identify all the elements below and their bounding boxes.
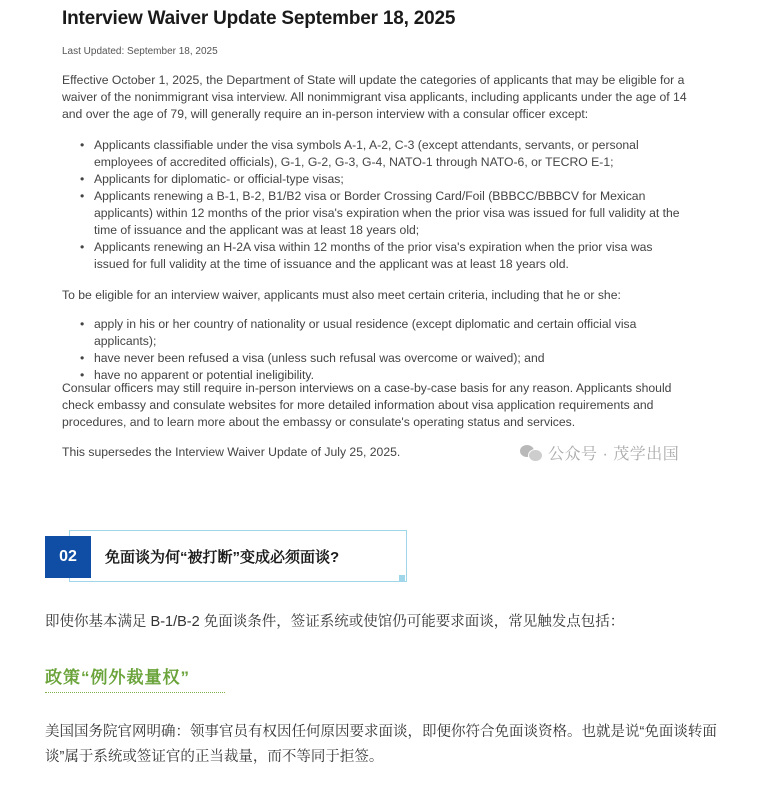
list-item: • Applicants renewing an H-2A visa within 12 months of the prior visa's expiration when the prior visa was issued for full validity at the time of issuance and the applicant was at least 18 years old. xyxy=(62,239,682,273)
section-number: 02 xyxy=(45,536,91,578)
list-item: • have no apparent or potential ineligibility. xyxy=(62,367,682,384)
criteria-intro: To be eligible for an interview waiver, applicants must also meet certain criteria, including that he or she: xyxy=(62,288,621,302)
watermark xyxy=(520,441,679,464)
subheading-underline xyxy=(45,692,225,693)
section-title: 免面谈为何“被打断”变成必须面谈? xyxy=(105,549,340,566)
exceptions-list xyxy=(62,137,682,273)
notice-intro: Effective October 1, 2025, the Department of State will update the categories of applicants that may be eligible for a waiver of the nonimmigrant visa interview. All nonimmigrant visa applicants, including applicants under the age of 14 and over the age of 79, will generally require an in-person interview with a consular officer except: xyxy=(62,73,687,121)
list-item: • have never been refused a visa (unless such refusal was overcome or waived); and xyxy=(62,350,682,367)
body-paragraph: 美国国务院官网明确：领事官员有权因任何原因要求面谈，即便你符合免面谈资格。也就是说“免面谈转面谈”属于系统或签证官的正当裁量，而不等同于拒签。 xyxy=(45,724,717,765)
list-item: • Applicants renewing a B-1, B-2, B1/B2 visa or Border Crossing Card/Foil (BBBCC/BBBCV for Mexican applicants) within 12 months of the prior visa's expiration when the prior visa was issued for full validity at the time of issuance and the applicant was at least 18 years old; xyxy=(62,188,682,239)
last-updated: Last Updated: September 18, 2025 xyxy=(62,46,218,57)
frame-corner xyxy=(399,575,405,581)
supersedes-note: This supersedes the Interview Waiver Update of July 25, 2025. xyxy=(62,445,401,459)
lead-paragraph: 即使你基本满足 B-1/B-2 免面谈条件，签证系统或使馆仍可能要求面谈，常见触发点包括： xyxy=(45,614,625,630)
policy-subheading: 政策“例外裁量权” xyxy=(45,668,190,687)
notice-closing: Consular officers may still require in-person interviews on a case-by-case basis for any reason. Applicants should check embassy and consulate websites for more detailed information about visa application requirements and procedures, and to learn more about the embassy or consulate's operating status and services. xyxy=(62,381,672,429)
list-item: • Applicants for diplomatic- or official-type visas; xyxy=(62,171,682,188)
notice-title: Interview Waiver Update September 18, 2025 xyxy=(62,8,456,29)
list-item: • Applicants classifiable under the visa symbols A-1, A-2, C-3 (except attendants, servants, or personal employees of accredited officials), G-1, G-2, G-3, G-4, NATO-1 through NATO-6, or TECRO E-1; xyxy=(62,137,682,171)
wechat-icon xyxy=(520,444,542,462)
watermark-text: 公众号 · 茂学出国 xyxy=(548,446,680,463)
criteria-list xyxy=(62,316,682,384)
list-item: • apply in his or her country of nationality or usual residence (except diplomatic and certain official visa applicants); xyxy=(62,316,682,350)
